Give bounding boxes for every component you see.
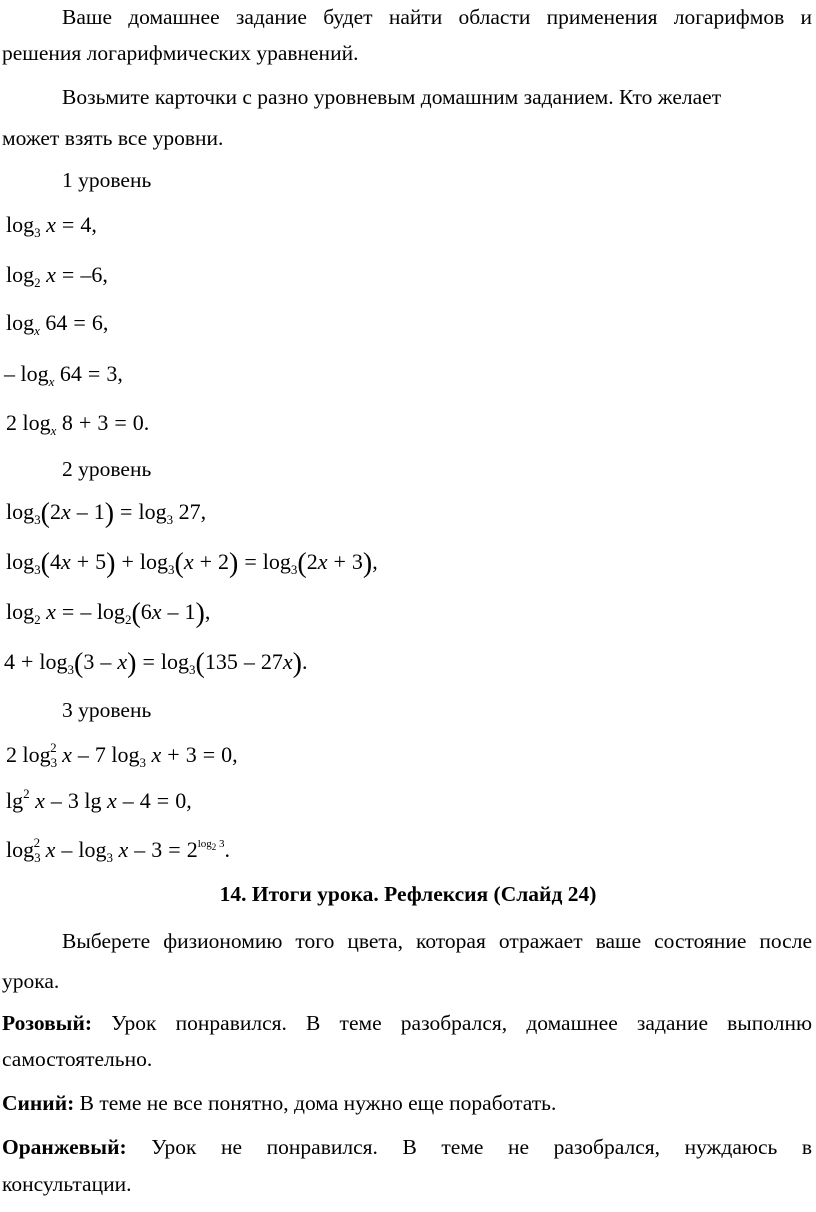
orange-text: Урок не понравился. В теме не разобрался, нуждаюсь в <box>151 1135 813 1159</box>
blue-paragraph <box>2 1090 556 1116</box>
level2-equation-1: $\log_3(2x - 1) = \log_3 27$, <box>6 498 207 529</box>
intro-p2-line2: может взять все уровни. <box>2 126 224 150</box>
level1-equation-3: $\log_x 64 = 6$, <box>6 310 109 338</box>
pink-label: Розовый: <box>2 1011 93 1035</box>
level1-title: 1 уровень <box>62 168 152 192</box>
intro-p1-line2: решения логарифмических уравнений. <box>2 41 359 65</box>
level1-equation-2: $\log_2 x = -6$, <box>6 262 108 290</box>
section14-p1-line1: Выберете физиономию того цвета, которая отражает ваше состояние после <box>62 929 812 953</box>
blue-text: В теме не все понятно, дома нужно еще поработать. <box>79 1091 557 1115</box>
pink-paragraph-line1 <box>2 1010 812 1036</box>
level3-equation-3: $\log_3^2 x - \log_3 x - 3 = 2^{log_2 3}$. <box>6 835 231 865</box>
level2-title: 2 уровень <box>62 457 152 481</box>
level3-title: 3 уровень <box>62 698 152 722</box>
level3-equation-2: $\lg^2 x - 3$ lg x – 4 = 0, <box>6 786 192 813</box>
level2-equation-4: $4 + \log_3(3 - x) = \log_3(135 - 27x)$. <box>4 648 308 679</box>
orange-paragraph-line1 <box>2 1134 812 1160</box>
orange-paragraph-line2: консультации. <box>2 1172 132 1196</box>
level2-equation-2: $\log_3(4x + 5) + \log_3(x + 2) = \log_3(2x + 3)$, <box>6 548 378 579</box>
section14-p1-line2: урока. <box>2 969 60 993</box>
level1-equation-1: $\log_3 x = 4$, <box>6 212 97 240</box>
level2-equation-3: $\log_2 x$ = – $\log_2(6x - 1)$, <box>6 598 211 629</box>
pink-text: Урок понравился. В теме разобрался, домашнее задание выполню <box>111 1011 813 1035</box>
level1-equation-5: 2 $\log_x 8 + 3 = 0$. <box>6 410 150 438</box>
intro-p2-line1: Возьмите карточки с разно уровневым домашним заданием. Кто желает <box>62 85 722 109</box>
level1-equation-4: – $\log_x 64 = 3$, <box>4 361 123 389</box>
section-heading: 14. Итоги урока. Рефлексия (Слайд 24) <box>219 882 597 906</box>
intro-p1-line1: Ваше домашнее задание будет найти области применения логарифмов и <box>62 5 812 29</box>
blue-label: Синий: <box>2 1091 75 1115</box>
pink-paragraph-line2: самостоятельно. <box>2 1047 153 1071</box>
level3-equation-1: 2 $\log_3^2 x - 7$ $\log_3 x + 3 = 0$, <box>6 740 238 770</box>
orange-label: Оранжевый: <box>2 1135 127 1159</box>
